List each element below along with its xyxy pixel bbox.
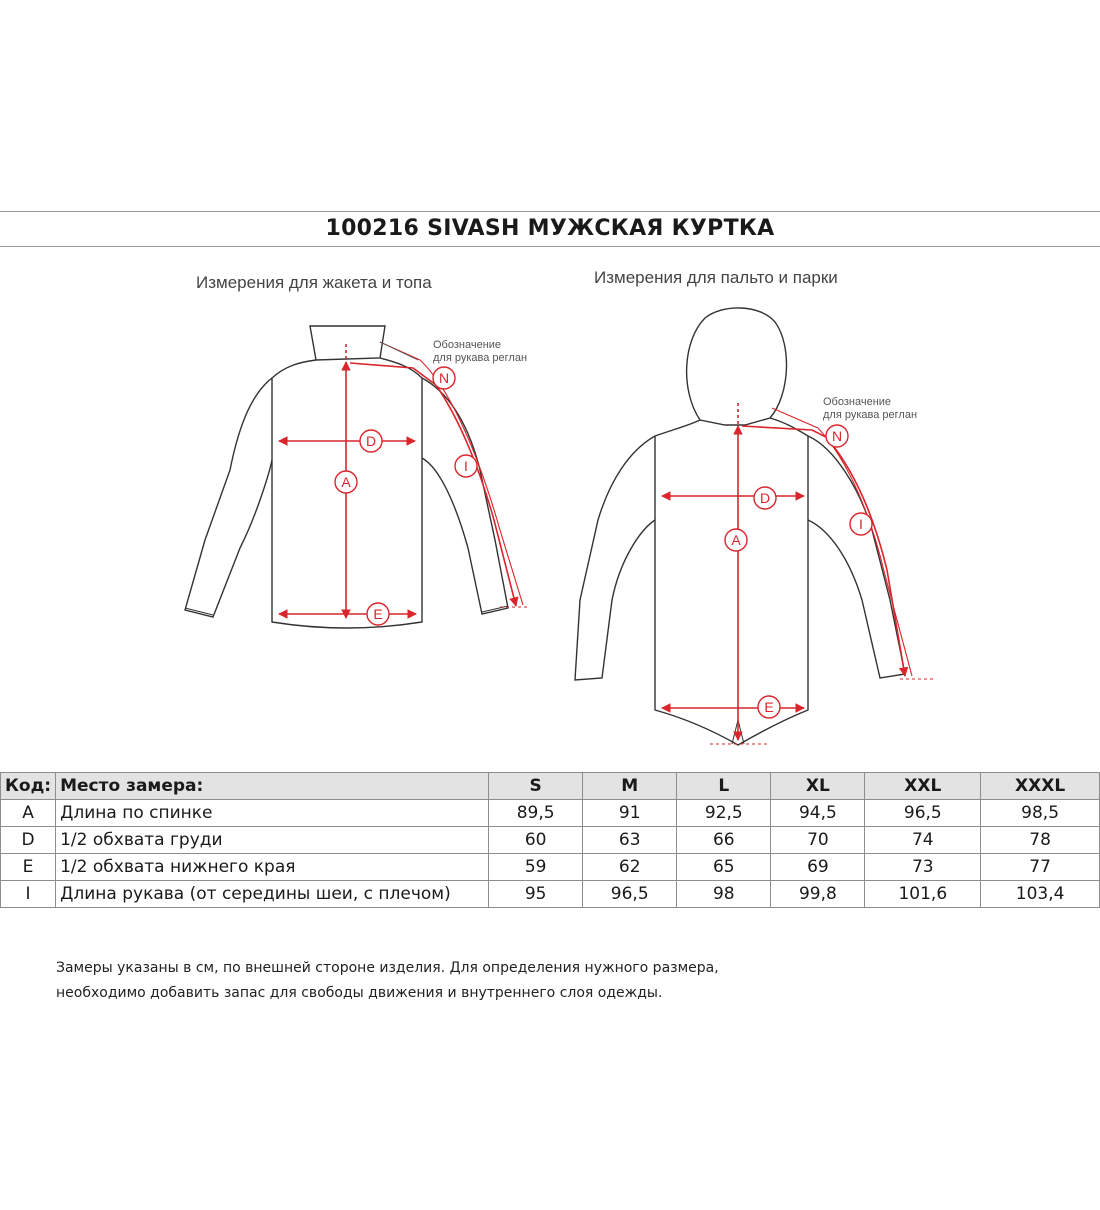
page-title: 100216 SIVASH МУЖСКАЯ КУРТКА [325,216,775,241]
size-header: XXXL [981,773,1100,800]
svg-text:A: A [341,474,351,490]
jacket-caption: Измерения для жакета и топа [196,273,432,292]
footnote-line-1: Замеры указаны в см, по внешней стороне изделия. Для определения нужного размера, [56,960,719,976]
table-cell: 77 [981,854,1100,881]
row-place: Длина рукава (от середины шеи, с плечом) [56,881,489,908]
parka-raglan-note-2: для рукава реглан [823,409,918,421]
table-cell: 69 [771,854,865,881]
svg-text:I: I [464,458,468,474]
row-code: D [1,827,56,854]
table-cell: 91 [583,800,677,827]
svg-text:N: N [831,428,843,444]
row-place: 1/2 обхвата груди [56,827,489,854]
table-cell: 95 [489,881,583,908]
jacket-right-sleeve [422,378,508,614]
jacket-measure-lines [279,342,528,618]
row-place: 1/2 обхвата нижнего края [56,854,489,881]
place-header: Место замера: [56,773,489,800]
footnote [56,956,719,1006]
size-header: L [677,773,771,800]
table-cell: 65 [677,854,771,881]
svg-text:E: E [373,606,383,622]
table-row [1,800,1100,827]
svg-text:N: N [438,370,450,386]
svg-text:I: I [859,516,863,532]
table-row [1,827,1100,854]
parka-left-sleeve [575,436,655,680]
table-row [1,881,1100,908]
table-cell: 66 [677,827,771,854]
parka-hood [687,308,787,425]
table-cell: 73 [865,854,981,881]
parka-raglan-note-1: Обозначение [823,396,892,408]
footnote-line-2: необходимо добавить запас для свободы движения и внутреннего слоя одежды. [56,985,663,1001]
row-code: A [1,800,56,827]
row-code: I [1,881,56,908]
jacket-collar [310,326,385,360]
table-cell: 74 [865,827,981,854]
code-header: Код: [1,773,56,800]
jacket-left-sleeve [185,378,272,617]
size-header: M [583,773,677,800]
table-cell: 89,5 [489,800,583,827]
table-cell: 94,5 [771,800,865,827]
svg-text:D: D [365,433,377,449]
parka-caption: Измерения для пальто и парки [594,268,838,287]
parka-right-sleeve [808,436,905,678]
size-header: S [489,773,583,800]
table-row [1,854,1100,881]
measurement-diagrams [0,300,1100,760]
title-bar [0,211,1100,247]
table-cell: 96,5 [865,800,981,827]
table-cell: 60 [489,827,583,854]
size-header: XL [771,773,865,800]
table-cell: 101,6 [865,881,981,908]
table-cell: 70 [771,827,865,854]
table-cell: 78 [981,827,1100,854]
table-cell: 98 [677,881,771,908]
jacket-raglan-note-1: Обозначение [433,339,502,351]
table-cell: 103,4 [981,881,1100,908]
table-cell: 98,5 [981,800,1100,827]
parka-markers [725,425,872,718]
parka-body [655,418,808,745]
table-cell: 59 [489,854,583,881]
table-cell: 62 [583,854,677,881]
row-code: E [1,854,56,881]
svg-text:E: E [764,699,774,715]
table-cell: 92,5 [677,800,771,827]
table-cell: 63 [583,827,677,854]
parka-measure-lines [662,403,935,744]
size-table [0,772,1100,908]
jacket-raglan-note-2: для рукава реглан [433,352,528,364]
size-header: XXL [865,773,981,800]
svg-text:D: D [759,490,771,506]
svg-text:A: A [731,532,741,548]
table-cell: 96,5 [583,881,677,908]
size-table-header [1,773,1100,800]
jacket-markers [335,367,477,625]
row-place: Длина по спинке [56,800,489,827]
table-cell: 99,8 [771,881,865,908]
